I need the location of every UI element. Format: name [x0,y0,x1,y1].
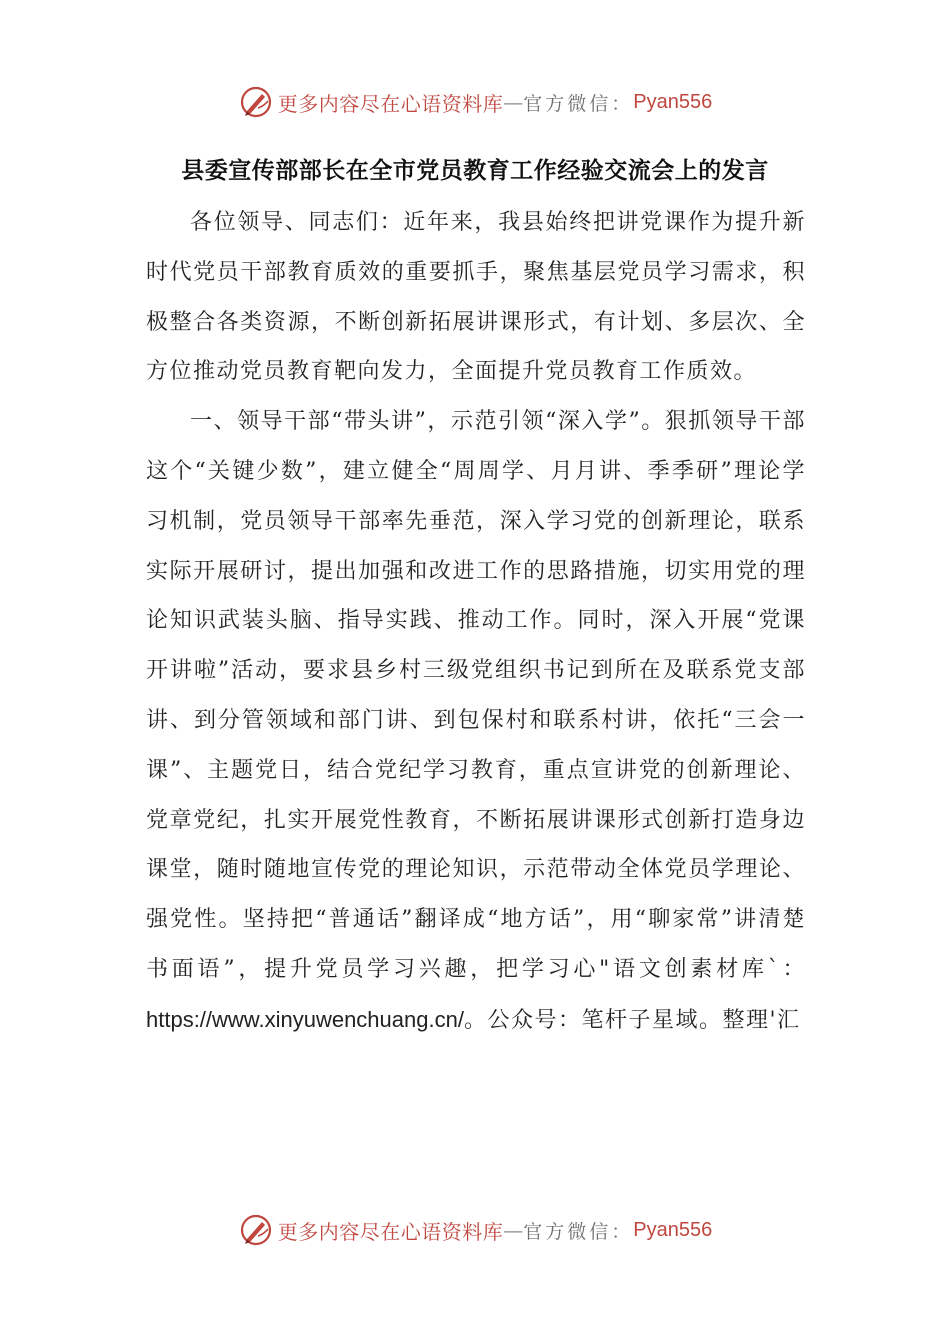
document-body [146,198,806,1046]
banner-wechat-id: Pyan556 [633,90,713,113]
banner-wechat-id: Pyan556 [633,1218,713,1241]
paragraph-section-one [146,397,806,1045]
source-url-link[interactable]: https://www.xinyuwenchuang.cn/ [146,1006,464,1032]
banner-text: 更多内容尽在心语资料库 [277,1219,504,1244]
banner-separator: — [503,90,524,114]
pen-circle-logo-icon [238,1212,274,1248]
paragraph-tail-text: 。公众号：笔杆子星域。整理'汇 [463,1007,801,1033]
banner-official-label: 官方微信： [523,92,634,115]
paragraph-intro: 各位领导、同志们：近年来，我县始终把讲党课作为提升新时代党员干部教育质效的重要抓手，聚焦基层党员学习需求，积极整合各类资源，不断创新拓展讲课形式，有计划、多层次、全方位推动党员教育靶向发力，全面提升党员教育工作质效。 [146,210,806,385]
pen-circle-logo-icon [238,84,274,120]
footer-banner [0,1208,950,1252]
banner-official-label: 官方微信： [523,1220,634,1243]
document-title: 县委宣传部部长在全市党员教育工作经验交流会上的发言 [181,158,769,184]
banner-text: 更多内容尽在心语资料库 [277,91,504,116]
header-banner [0,80,950,124]
paragraph-section-one-text: 一、领导干部“带头讲”，示范引领“深入学”。狠抓领导干部这个“关键少数”，建立健全“周周学、月月讲、季季研”理论学习机制，党员领导干部率先垂范，深入学习党的创新理论，联系实际开展研讨，提出加强和改进工作的思路措施，切实用党的理论知识武装头脑、指导实践、推动工作。同时，深入开展“党课开讲啦”活动，要求县乡村三级党组织书记到所在及联系党支部讲、到分管领域和部门讲、到包保村和联系村讲，依托“三会一课”、主题党日，结合党纪学习教育，重点宣讲党的创新理论、党章党纪，扎实开展党性教育，不断拓展讲课形式创新打造身边课堂，随时随地宣传党的理论知识，示范带动全体党员学理论、强党性。坚持把“普通话”翻译成“地方话”，用“聊家常”讲清楚书面语”，提升党员学习兴趣，把学习心"语文创素材库`： [146,409,806,982]
banner-separator: — [503,1218,524,1242]
